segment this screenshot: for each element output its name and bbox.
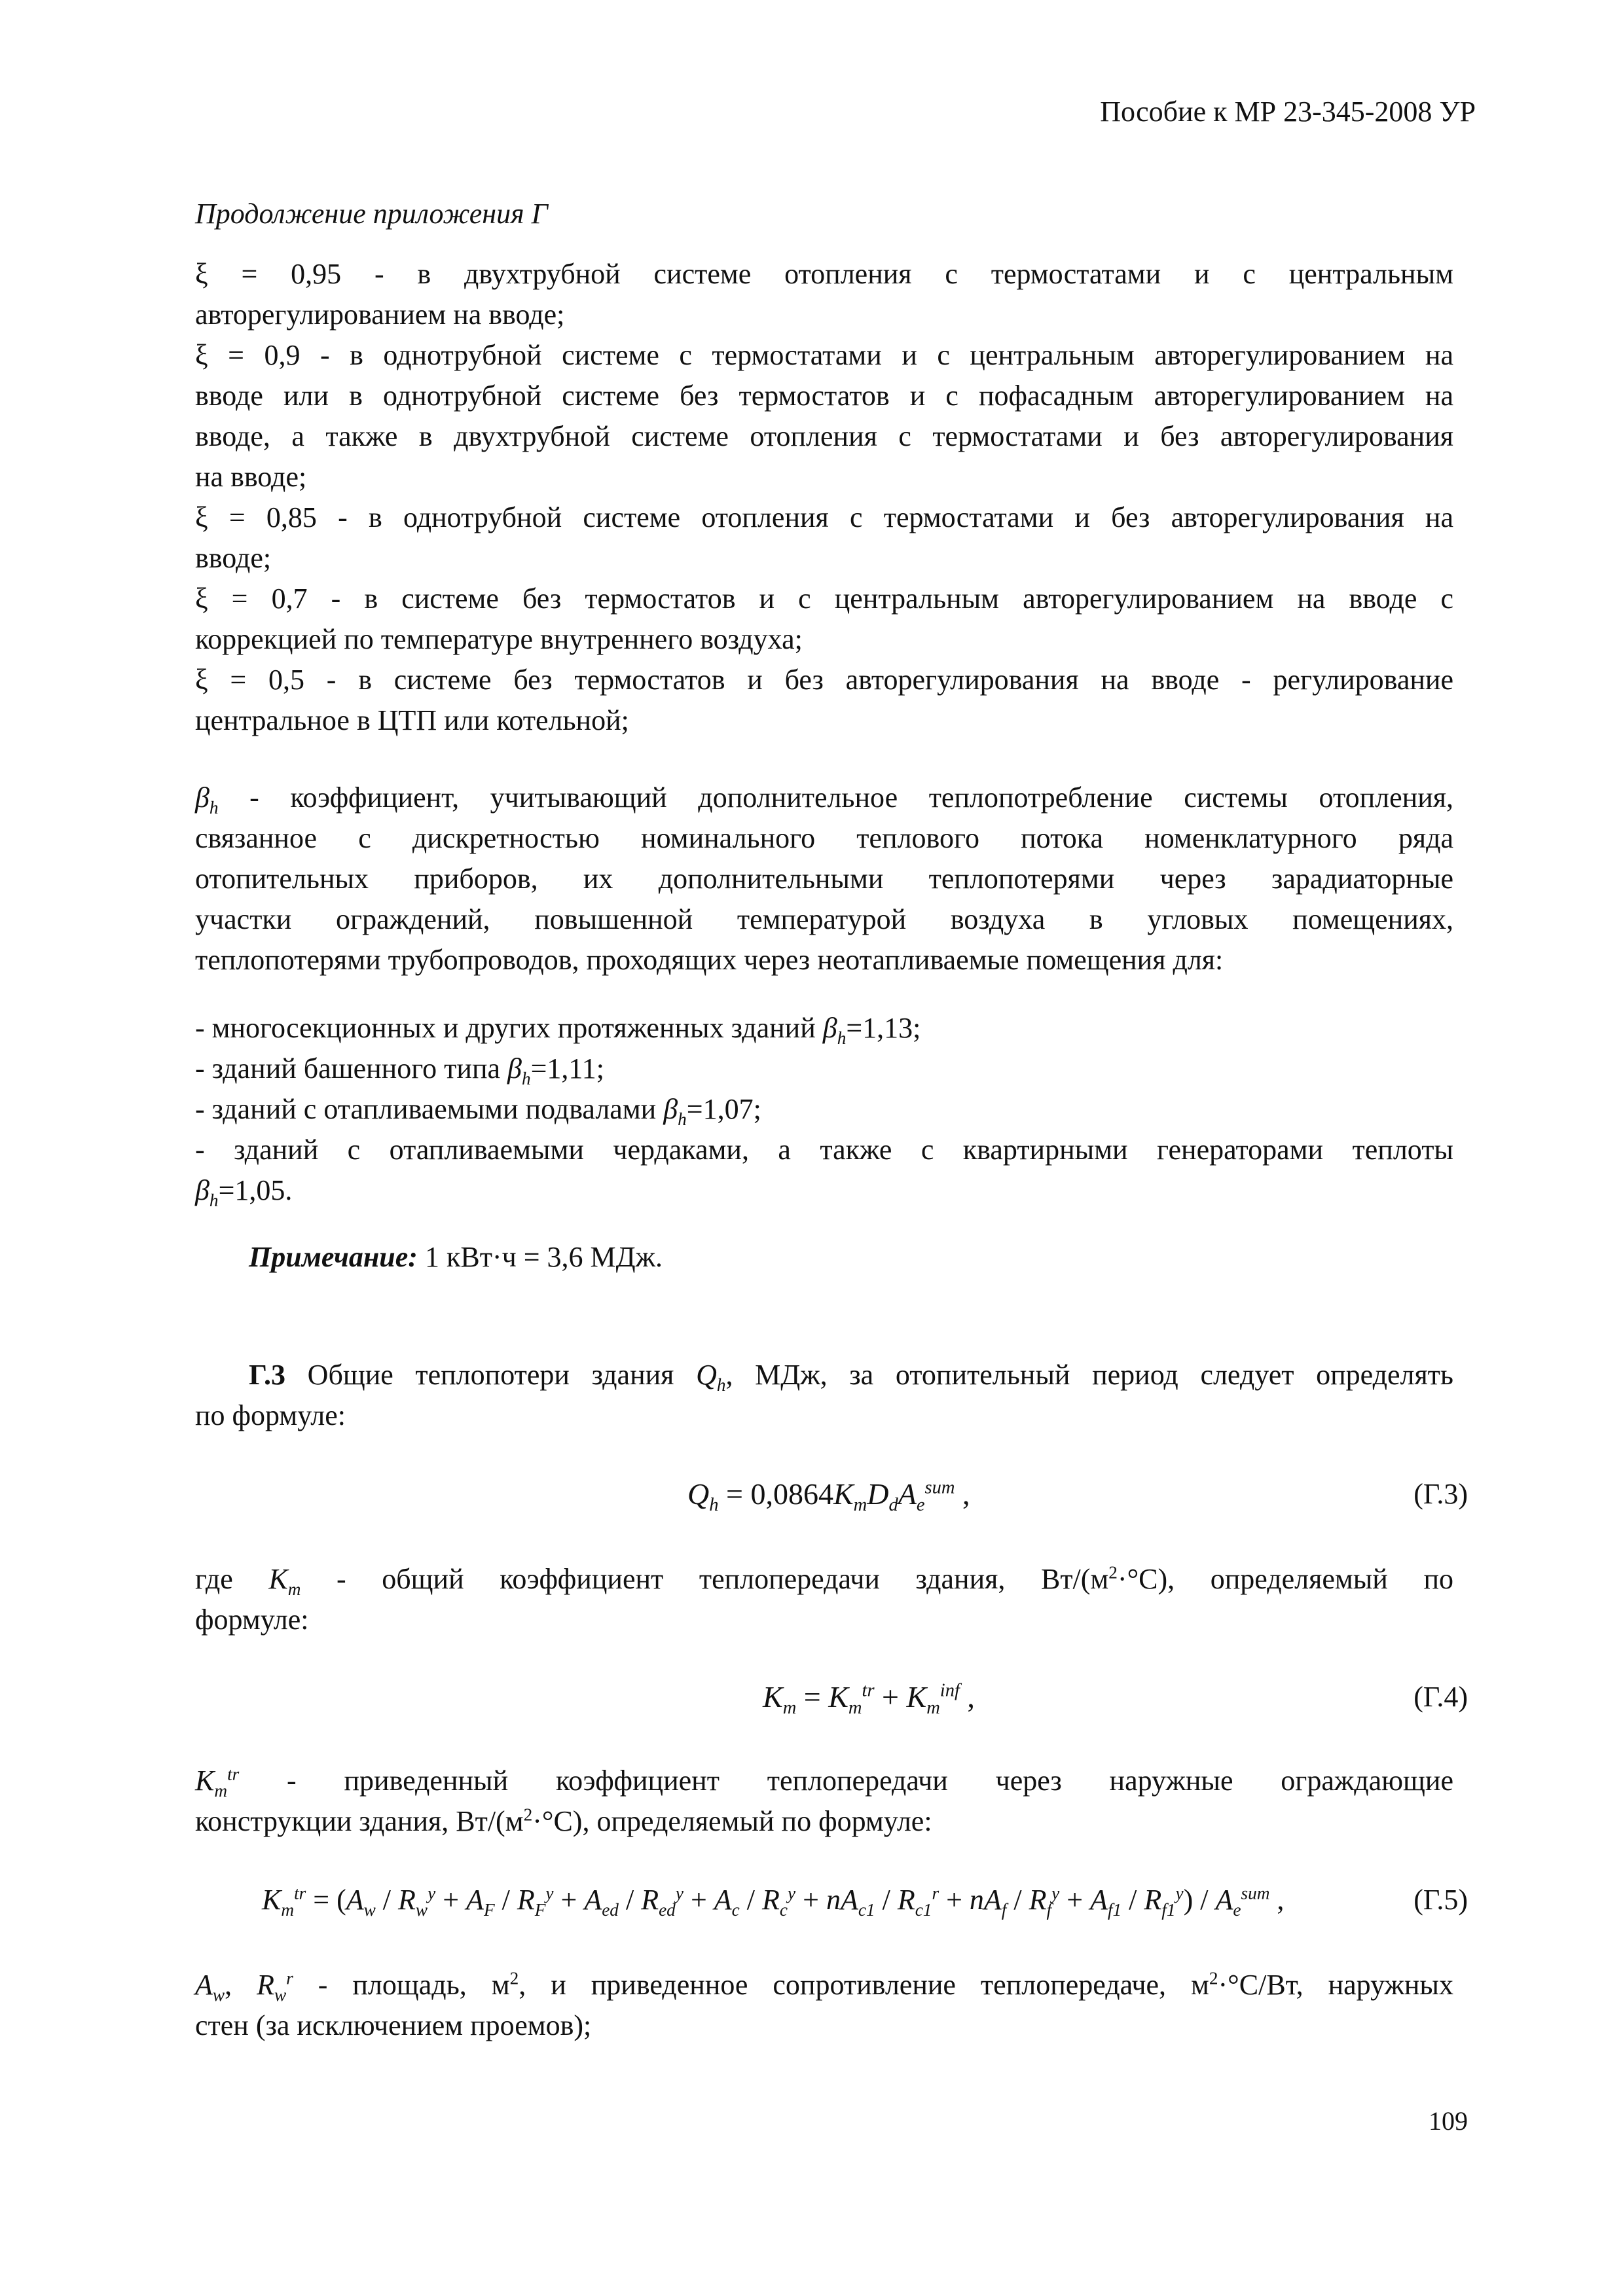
formula-g4: $K_m = K_m^{tr} + K_m^{inf}$ , xyxy=(763,1680,975,1719)
xi-line: ξ = 0,7 - в системе без термостатов и с центральным авторегулированием на вводе с xyxy=(195,583,1453,615)
xi-item-2 xyxy=(195,335,1453,497)
aw-line: $A_w$, $R_w^r$ - площадь, $м^2$, и приведенное сопротивление теплопередаче, $м^2\cdot^\circ С/Вт$, наружных xyxy=(195,1968,1453,2005)
aw-line: стен (за исключением проемов); xyxy=(195,2009,592,2041)
continuation-heading: Продолжение приложения Г xyxy=(195,198,548,230)
eq-number-g3: (Г.3) xyxy=(1413,1478,1468,1510)
xi-line: вводе или в однотрубной системе без термостатов и с пофасадным авторегулированием на xyxy=(195,380,1453,412)
xi-line: ξ = 0,9 - в однотрубной системе с термостатами и с центральным авторегулированием на xyxy=(195,339,1453,371)
xi-item-3 xyxy=(195,497,1453,579)
xi-line: центральное в ЦТП или котельной; xyxy=(195,704,629,736)
beta-item: - многосекционных и других протяженных зданий $\beta_h=1,13$; xyxy=(195,1012,921,1048)
km-definition xyxy=(195,1559,1453,1640)
xi-list xyxy=(195,254,1453,741)
note-text: 1 кВт·ч = 3,6 МДж. xyxy=(417,1241,663,1273)
formula-g5: $K_m^{tr} = (A_w / R_w^y + A_F / R_F^y + A_{ed} / R_{ed}^y + A_c / R_c^y + nA_{c1} / R_{c1}^r + nA_f / R_f^y + A_{f1} / R_{f1}^y) / A_e^{sum}$ , xyxy=(262,1883,1285,1920)
kmtr-line: $K_m^{tr}$ - приведенный коэффициент теплопередачи через наружные ограждающие xyxy=(195,1764,1453,1801)
beta-line: теплопотерями трубопроводов, проходящих через неотапливаемые помещения для: xyxy=(195,944,1224,976)
beta-item: - зданий башенного типа $\beta_h=1,11$; xyxy=(195,1052,604,1088)
beta-item: - зданий с отапливаемыми чердаками, а также с квартирными генераторами теплоты xyxy=(195,1134,1453,1166)
km-line: формуле: xyxy=(195,1604,309,1636)
xi-line: вводе; xyxy=(195,542,272,574)
page-header: Пособие к МР 23-345-2008 УР xyxy=(1100,96,1476,128)
beta-line: связанное с дискретностью номинального теплового потока номенклатурного ряда xyxy=(195,822,1453,854)
xi-line: ξ = 0,5 - в системе без термостатов и без авторегулирования на вводе - регулирование xyxy=(195,664,1453,696)
xi-line: ξ = 0,85 - в однотрубной системе отопления с термостатами и без авторегулирования на xyxy=(195,501,1453,533)
eq-number-g4: (Г.4) xyxy=(1413,1681,1468,1713)
beta-paragraph xyxy=(195,778,1453,980)
beta-line: отопительных приборов, их дополнительными теплопотерями через зарадиаторные xyxy=(195,863,1453,895)
xi-line: ξ = 0,95 - в двухтрубной системе отопления с термостатами и с центральным xyxy=(195,258,1453,290)
beta-item: - зданий с отапливаемыми подвалами $\beta_h=1,07$; xyxy=(195,1093,761,1129)
eq-number-g5: (Г.5) xyxy=(1413,1884,1468,1916)
xi-line: вводе, а также в двухтрубной системе отопления с термостатами и без авторегулирования xyxy=(195,420,1453,452)
section-g3-line: по формуле: xyxy=(195,1399,346,1431)
aw-definition xyxy=(195,1965,1453,2046)
beta-line: $\beta_h$ - коэффициент, учитывающий дополнительное теплопотребление системы отопления, xyxy=(195,781,1453,817)
xi-item-1 xyxy=(195,254,1453,335)
xi-item-5 xyxy=(195,660,1453,741)
beta-items xyxy=(195,1008,1453,1211)
km-line: где $K_m$ - общий коэффициент теплопередачи здания, $Вт/(м^2\cdot^\circ С)$, определяемый по xyxy=(195,1562,1453,1599)
xi-line: авторегулированием на вводе; xyxy=(195,298,565,331)
beta-item-cont: $\beta_h=1,05$. xyxy=(195,1174,293,1210)
xi-line: коррекцией по температуре внутреннего воздуха; xyxy=(195,623,803,655)
xi-line: на вводе; xyxy=(195,461,307,493)
note-label: Примечание: xyxy=(249,1241,418,1273)
note xyxy=(195,1237,1453,1278)
formula-g3: $Q_h = 0,0864K_mD_dA_e^{sum}$ , xyxy=(687,1477,970,1516)
kmtr-definition xyxy=(195,1761,1453,1842)
section-g3 xyxy=(195,1355,1453,1436)
kmtr-line: конструкции здания, $Вт/(м^2\cdot^\circ С)$, определяемый по формуле: xyxy=(195,1804,932,1837)
xi-item-4 xyxy=(195,579,1453,660)
page-number: 109 xyxy=(1429,2106,1468,2136)
beta-line: участки ограждений, повышенной температурой воздуха в угловых помещениях, xyxy=(195,903,1453,935)
section-g3-line: Г.3 Общие теплопотери здания $Q_h$, МДж, за отопительный период следует определять xyxy=(249,1359,1453,1395)
